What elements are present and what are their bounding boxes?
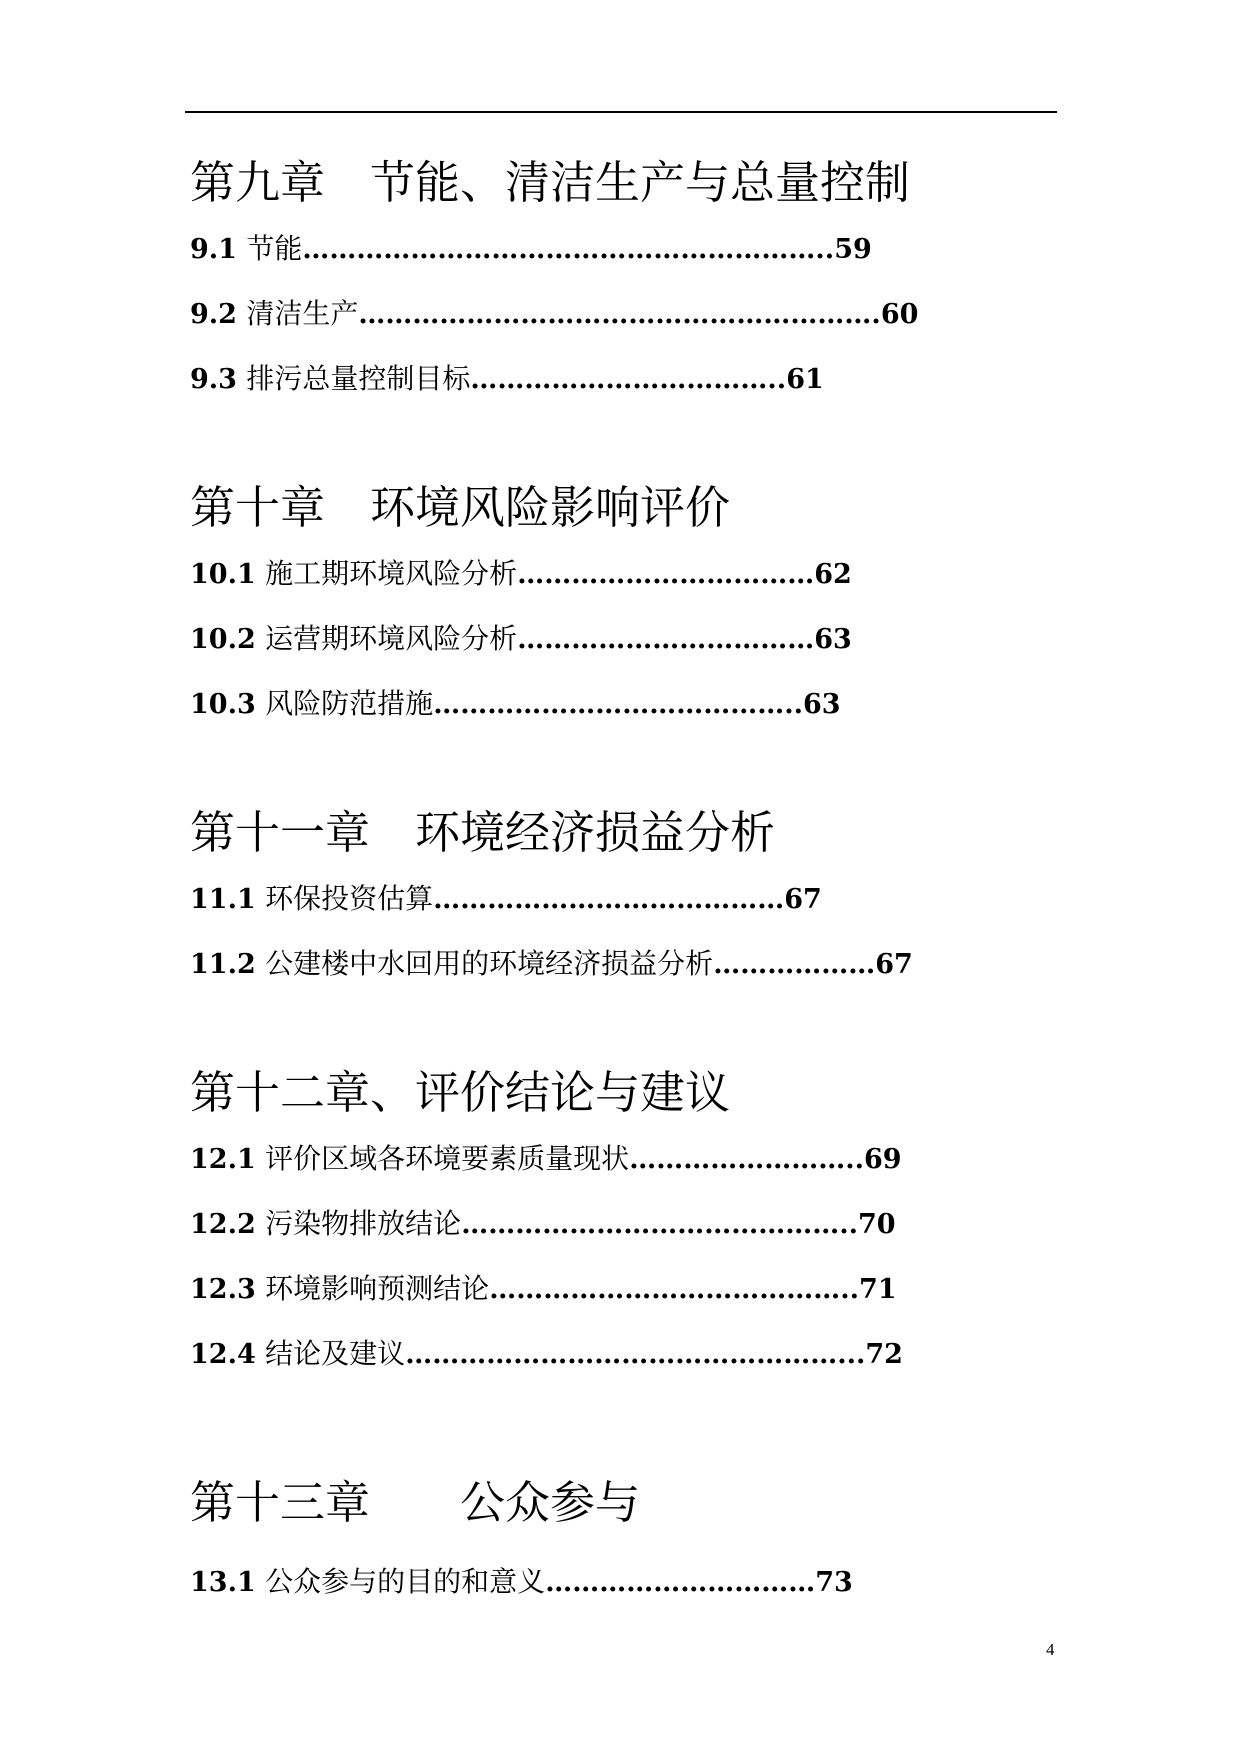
toc-entry-9-1[interactable] — [190, 232, 872, 267]
chapter-13-heading: 第十三章 公众参与 — [190, 1476, 641, 1529]
chapter-10-heading: 第十章 环境风险影响评价 — [190, 481, 731, 534]
entry-page: 73 — [815, 1567, 853, 1598]
dot-leader: ………………………………… — [433, 884, 785, 915]
dot-leader: ……………… — [713, 949, 876, 980]
entry-title: 风险防范措施 — [265, 687, 434, 720]
dot-leader: ………………………………………………….. — [302, 234, 835, 265]
dot-leader: …………………………………….. — [461, 1209, 858, 1240]
entry-number: 13.1 — [190, 1567, 266, 1598]
dot-leader: …………………………………………………. — [358, 299, 881, 330]
toc-entry-10-1[interactable] — [190, 557, 852, 592]
toc-entry-12-3[interactable] — [190, 1272, 897, 1307]
page-number: 4 — [1046, 1640, 1055, 1659]
chapter-11-heading: 第十一章 环境经济损益分析 — [190, 806, 776, 859]
entry-title: 评价区域各环境要素质量现状 — [265, 1142, 630, 1175]
entry-page: 62 — [814, 559, 852, 590]
toc-entry-10-3[interactable] — [190, 687, 841, 722]
entry-number: 12.3 — [190, 1274, 256, 1305]
entry-page: 60 — [880, 299, 919, 330]
toc-entry-11-1[interactable] — [190, 882, 822, 917]
entry-number: 12.4 — [190, 1339, 256, 1370]
entry-title: 清洁生产 — [246, 297, 359, 330]
entry-title: 节能 — [246, 232, 303, 265]
entry-page: 70 — [858, 1209, 896, 1240]
toc-entry-9-3[interactable] — [190, 362, 824, 397]
dot-leader: ………………………………….. — [433, 689, 803, 720]
dot-leader: ………………………… — [545, 1567, 816, 1598]
toc-entry-9-2[interactable] — [190, 297, 918, 332]
toc-entry-12-4[interactable] — [190, 1337, 903, 1372]
entry-page: 63 — [803, 689, 841, 720]
entry-number: 10.3 — [190, 689, 256, 720]
toc-entry-11-2[interactable] — [190, 947, 913, 982]
entry-number: 12.2 — [190, 1209, 256, 1240]
dot-leader: ………………………………….. — [489, 1274, 859, 1305]
entry-number: 10.2 — [190, 624, 256, 655]
entry-page: 67 — [875, 949, 913, 980]
entry-title: 公众参与的目的和意义 — [265, 1565, 546, 1598]
entry-number: 9.2 — [190, 299, 237, 330]
dot-leader: …………………………… — [517, 559, 815, 590]
entry-title: 污染物排放结论 — [265, 1207, 462, 1240]
entry-title: 环保投资估算 — [265, 882, 434, 915]
dot-leader: …………………………….. — [470, 364, 787, 395]
entry-page: 67 — [784, 884, 822, 915]
entry-page: 63 — [814, 624, 852, 655]
header-rule — [185, 111, 1057, 113]
entry-number: 11.1 — [190, 884, 266, 915]
chapter-9-heading: 第九章 节能、清洁生产与总量控制 — [190, 156, 911, 209]
entry-page: 72 — [865, 1339, 903, 1370]
entry-number: 10.1 — [190, 559, 256, 590]
toc-entry-12-1[interactable] — [190, 1142, 902, 1177]
entry-page: 61 — [786, 364, 824, 395]
entry-page: 71 — [859, 1274, 897, 1305]
toc-entry-13-1[interactable] — [190, 1565, 853, 1600]
entry-page: 59 — [834, 234, 872, 265]
entry-title: 排污总量控制目标 — [246, 362, 471, 395]
entry-number: 9.3 — [190, 364, 237, 395]
toc-entry-10-2[interactable] — [190, 622, 852, 657]
entry-title: 环境影响预测结论 — [265, 1272, 490, 1305]
dot-leader: …………………………………………... — [405, 1339, 866, 1370]
entry-title: 结论及建议 — [265, 1337, 406, 1370]
entry-number: 12.1 — [190, 1144, 266, 1175]
entry-number: 11.2 — [190, 949, 256, 980]
dot-leader: …………………………… — [517, 624, 815, 655]
entry-number: 9.1 — [190, 234, 237, 265]
entry-title: 公建楼中水回用的环境经济损益分析 — [265, 947, 714, 980]
entry-title: 运营期环境风险分析 — [265, 622, 518, 655]
chapter-12-heading: 第十二章、评价结论与建议 — [190, 1066, 731, 1119]
entry-title: 施工期环境风险分析 — [265, 557, 518, 590]
entry-page: 69 — [864, 1144, 902, 1175]
dot-leader: …………………….. — [629, 1144, 864, 1175]
toc-entry-12-2[interactable] — [190, 1207, 896, 1242]
